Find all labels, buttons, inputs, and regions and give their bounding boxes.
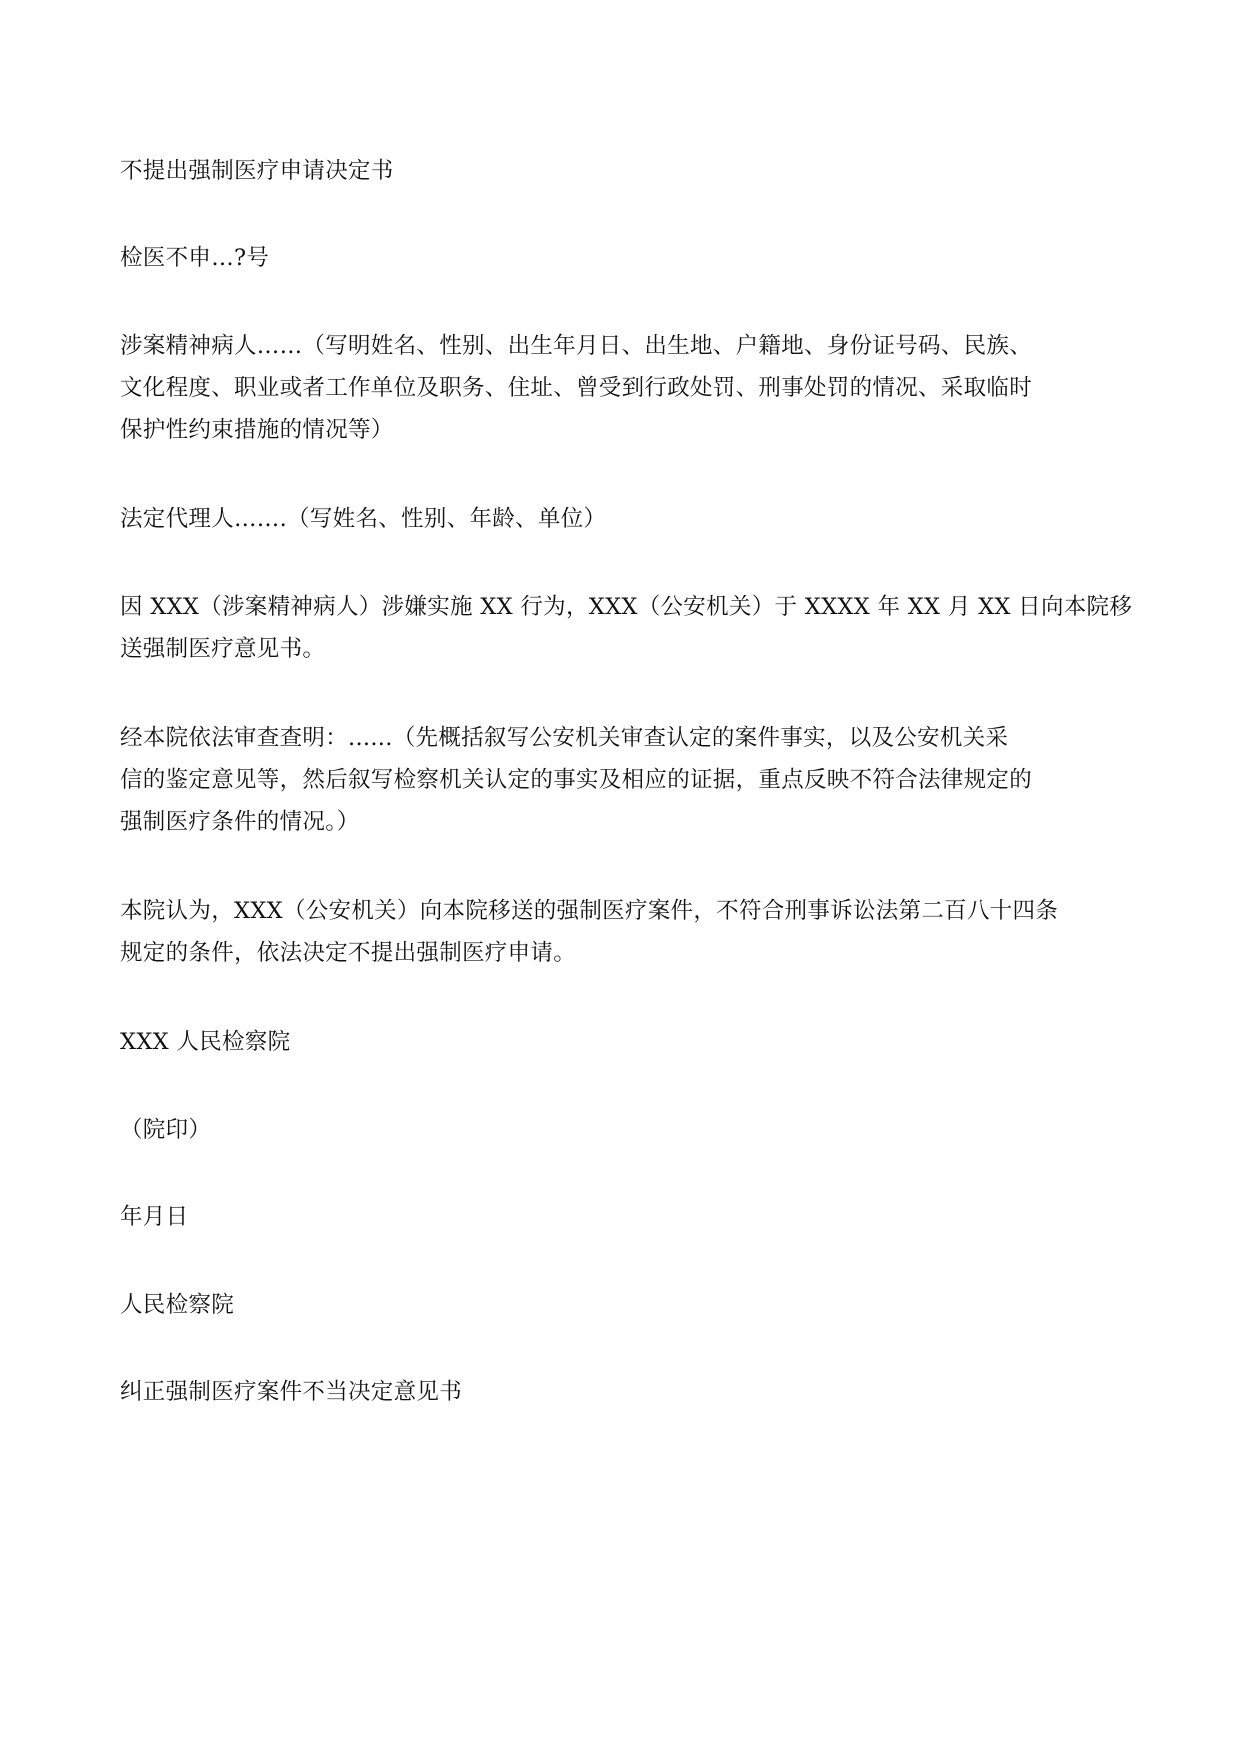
legal-agent-line: 法定代理人…….（写姓名、性别、年龄、单位） (120, 506, 607, 532)
subject-person-paragraph (120, 325, 1130, 451)
paragraph-line: 因 XXX（涉案精神病人）涉嫌实施 XX 行为，XXX（公安机关）于 XXXX 年 XX 月 XX 日向本院移 (120, 594, 1133, 620)
paragraph-line: 保护性约束措施的情况等） (120, 417, 394, 443)
paragraph-line: 文化程度、职业或者工作单位及职务、住址、曾受到行政处罚、刑事处罚的情况、采取临时 (120, 375, 1033, 401)
paragraph-line: 信的鉴定意见等，然后叙写检察机关认定的事实及相应的证据，重点反映不符合法律规定的 (120, 767, 1033, 793)
next-organization: 人民检察院 (120, 1292, 235, 1318)
seal-placeholder: （院印） (120, 1117, 212, 1143)
findings-paragraph (120, 717, 1130, 843)
paragraph-line: 本院认为，XXX（公安机关）向本院移送的强制医疗案件，不符合刑事诉讼法第二百八十四条 (120, 898, 1059, 924)
paragraph-line: 强制医疗条件的情况。） (120, 809, 360, 835)
document-title: 不提出强制医疗申请决定书 (120, 158, 394, 184)
issuer-name: XXX 人民检察院 (120, 1029, 291, 1055)
next-document-title: 纠正强制医疗案件不当决定意见书 (120, 1379, 463, 1405)
paragraph-line: 规定的条件，依法决定不提出强制医疗申请。 (120, 940, 577, 966)
paragraph-line: 经本院依法审查查明：......（先概括叙写公安机关审查认定的案件事实，以及公安机关采 (120, 725, 1009, 751)
date-placeholder: 年月日 (120, 1204, 189, 1230)
conclusion-paragraph (120, 890, 1130, 974)
paragraph-line: 涉案精神病人……（写明姓名、性别、出生年月日、出生地、户籍地、身份证号码、民族、 (120, 333, 1033, 359)
paragraph-line: 送强制医疗意见书。 (120, 636, 326, 662)
cause-paragraph (120, 586, 1133, 670)
document-number: 检医不申…?号 (120, 245, 270, 271)
